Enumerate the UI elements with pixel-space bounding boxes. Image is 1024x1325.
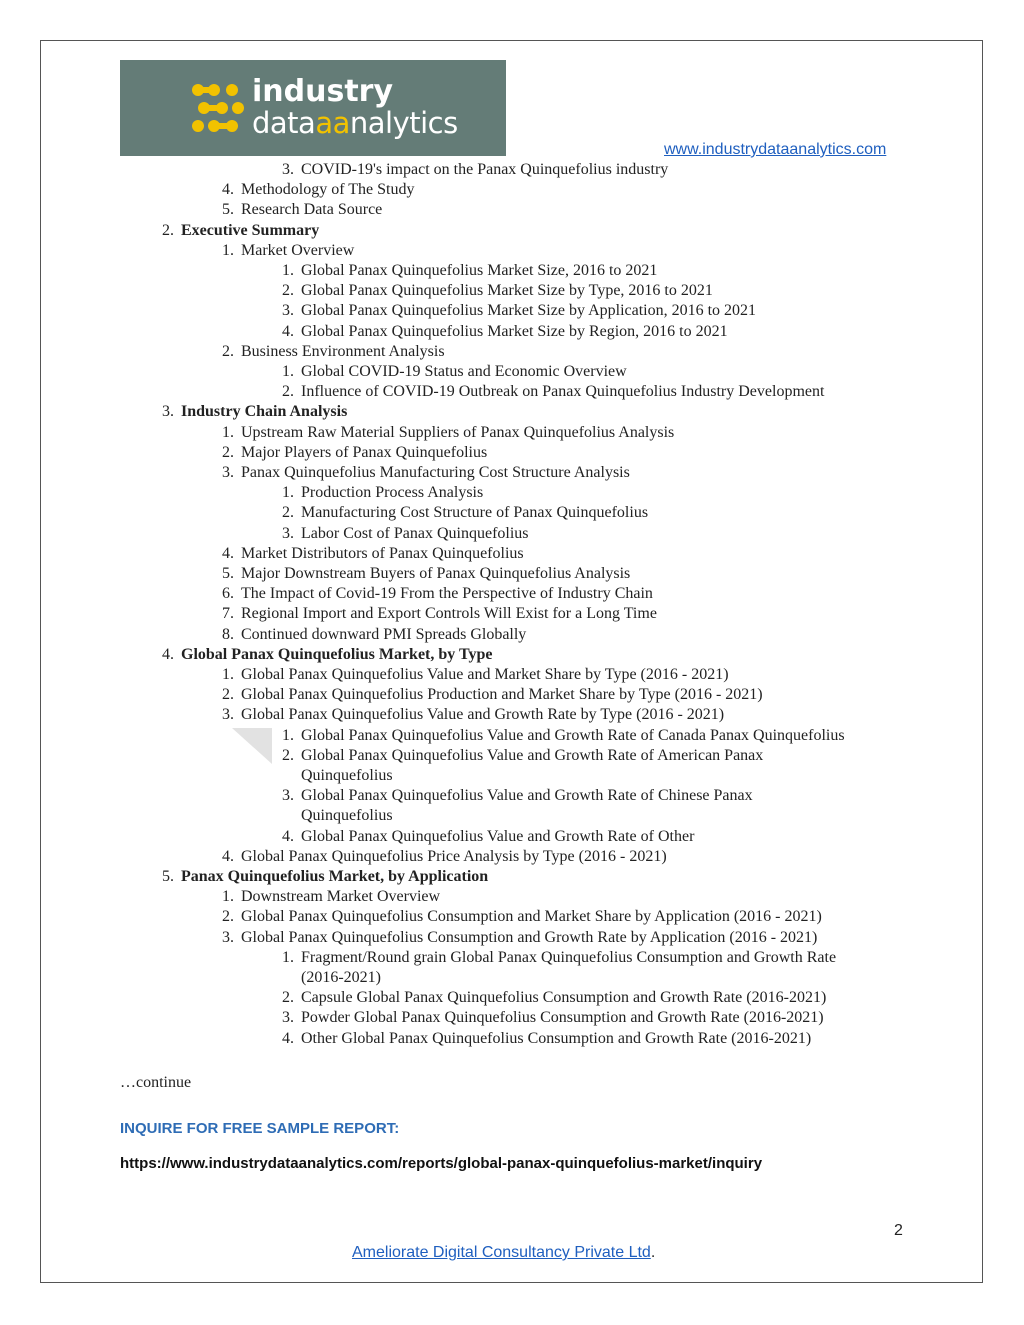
footer-company-link[interactable]: Ameliorate Digital Consultancy Private Ltd <box>352 1244 651 1261</box>
toc-item-number: 2. <box>222 443 234 461</box>
toc-item <box>282 161 669 181</box>
toc-item-number: 1. <box>222 241 234 259</box>
footer <box>352 1244 655 1262</box>
toc-item <box>222 241 355 262</box>
toc-item <box>162 403 348 423</box>
toc-item-text: Capsule Global Panax Quinquefolius Consumption and Growth Rate (2016-2021) <box>301 989 827 1007</box>
toc-item-number: 3. <box>222 464 234 481</box>
toc-item-text: Industry Chain Analysis <box>181 403 348 421</box>
toc-item-number: 1. <box>222 666 234 683</box>
toc-item-text: Global COVID-19 Status and Economic Overview <box>301 363 627 380</box>
toc-item <box>222 201 383 221</box>
toc-item-text: Global Panax Quinquefolius Production and Market Share by Type (2016 - 2021) <box>241 686 763 704</box>
toc-item-text: Global Panax Quinquefolius Consumption and Growth Rate by Application (2016 - 2021) <box>241 928 818 946</box>
toc-item-text: Global Panax Quinquefolius Market, by Type <box>181 645 493 663</box>
toc-item <box>222 464 630 484</box>
toc-item-text: Global Panax Quinquefolius Value and Growth Rate of Chinese Panax <box>301 787 753 805</box>
logo-text-industry: industry <box>252 74 394 109</box>
toc-item-number: 2. <box>222 342 234 360</box>
toc-item-text: Global Panax Quinquefolius Market Size by Region, 2016 to 2021 <box>301 322 728 340</box>
toc-item <box>282 524 529 545</box>
toc-item-text: Quinquefolius <box>301 767 393 784</box>
toc-item <box>301 969 381 989</box>
toc-item-number: 4. <box>222 544 234 562</box>
toc-item <box>222 585 653 605</box>
toc-item-number: 2. <box>162 221 174 239</box>
toc-item-number: 5. <box>162 868 174 885</box>
toc-item <box>222 443 488 464</box>
toc-item-text: Global Panax Quinquefolius Consumption and Market Share by Application (2016 - 2021) <box>241 908 822 926</box>
toc-item <box>222 686 763 706</box>
toc-item-text: Other Global Panax Quinquefolius Consumption and Growth Rate (2016-2021) <box>301 1029 812 1047</box>
toc-item-text: Market Distributors of Panax Quinquefolius <box>241 544 524 562</box>
toc-item-text: Global Panax Quinquefolius Price Analysis by Type (2016 - 2021) <box>241 847 667 865</box>
toc-item-text: Market Overview <box>241 241 355 259</box>
toc-item <box>282 827 695 848</box>
toc-item <box>282 484 484 504</box>
toc-item <box>282 322 728 343</box>
continue-text: …continue <box>120 1074 192 1091</box>
toc-item-text: Regional Import and Export Controls Will Exist for a Long Time <box>241 605 657 623</box>
toc-item <box>162 221 320 242</box>
toc-item-text: Powder Global Panax Quinquefolius Consumption and Growth Rate (2016-2021) <box>301 1009 824 1027</box>
toc-item <box>222 565 631 585</box>
toc-item-number: 2. <box>222 686 234 704</box>
toc-item-number: 4. <box>282 322 294 340</box>
toc-item-text: Business Environment Analysis <box>241 342 445 360</box>
logo-dots-icon <box>190 82 246 134</box>
toc-item-number: 3. <box>162 403 174 421</box>
toc-item-text: Methodology of The Study <box>241 181 415 199</box>
toc-item-text: Panax Quinquefolius Manufacturing Cost Structure Analysis <box>241 464 630 481</box>
toc-item <box>222 706 725 726</box>
toc-item-text: (2016-2021) <box>301 969 381 986</box>
toc-item-number: 1. <box>222 888 234 906</box>
logo-text-dataanalytics: dataaanalytics <box>252 106 458 140</box>
toc-item-number: 5. <box>222 565 234 582</box>
toc-item-number: 3. <box>282 1009 294 1027</box>
toc-item <box>222 181 415 201</box>
toc-item-number: 3. <box>282 161 294 178</box>
toc-item-text: Upstream Raw Material Suppliers of Panax Quinquefolius Analysis <box>241 423 675 441</box>
toc-item-text: Global Panax Quinquefolius Market Size, 2016 to 2021 <box>301 262 658 279</box>
toc-item <box>282 363 627 383</box>
footer-period: . <box>650 1244 656 1261</box>
page-fold-shadow <box>232 728 272 764</box>
toc-item-text: COVID-19's impact on the Panax Quinquefolius industry <box>301 161 669 178</box>
toc-item <box>222 888 441 908</box>
toc-item <box>222 423 675 444</box>
toc-item <box>282 383 825 403</box>
toc-item-number: 1. <box>282 484 294 502</box>
toc-item <box>162 645 493 666</box>
toc-item-text: The Impact of Covid-19 From the Perspective of Industry Chain <box>241 585 653 603</box>
toc-item <box>162 868 489 888</box>
toc-item-number: 4. <box>222 847 234 865</box>
page-number: 2 <box>894 1222 903 1239</box>
toc-item-number: 1. <box>282 363 294 380</box>
toc-item-text: Global Panax Quinquefolius Value and Growth Rate of Canada Panax Quinquefolius <box>301 726 845 744</box>
toc-item-text: Major Players of Panax Quinquefolius <box>241 443 488 461</box>
toc-item-number: 2. <box>282 746 294 764</box>
toc-item-text: Research Data Source <box>241 201 383 219</box>
toc-item-text: Global Panax Quinquefolius Market Size by Type, 2016 to 2021 <box>301 282 713 300</box>
toc-item-number: 7. <box>222 605 234 623</box>
toc-item-text: Global Panax Quinquefolius Value and Market Share by Type (2016 - 2021) <box>241 666 729 683</box>
toc-item <box>301 807 393 827</box>
toc-item-text: Global Panax Quinquefolius Value and Growth Rate of American Panax <box>301 746 764 764</box>
toc-item-text: Executive Summary <box>181 221 320 239</box>
toc-item-text: Major Downstream Buyers of Panax Quinquefolius Analysis <box>241 565 631 582</box>
toc-item-text: Fragment/Round grain Global Panax Quinquefolius Consumption and Growth Rate <box>301 948 837 966</box>
toc-item-number: 2. <box>282 989 294 1007</box>
toc-item-text: Quinquefolius <box>301 807 393 825</box>
toc-item <box>282 262 658 282</box>
toc-item <box>282 504 649 524</box>
toc-item <box>282 787 753 807</box>
toc-item-text: Global Panax Quinquefolius Value and Growth Rate of Other <box>301 827 695 845</box>
toc-item-text: Continued downward PMI Spreads Globally <box>241 625 527 643</box>
toc-item <box>282 746 764 767</box>
toc-item <box>282 282 713 302</box>
toc-item-number: 3. <box>282 524 294 542</box>
toc-item-text: Manufacturing Cost Structure of Panax Quinquefolius <box>301 504 649 522</box>
inquire-heading: INQUIRE FOR FREE SAMPLE REPORT: <box>120 1120 400 1137</box>
toc-item-number: 2. <box>282 383 294 401</box>
toc-item-text: Labor Cost of Panax Quinquefolius <box>301 524 529 542</box>
toc-item-text: Global Panax Quinquefolius Market Size by Application, 2016 to 2021 <box>301 302 757 320</box>
toc-item-number: 3. <box>282 787 294 805</box>
toc-item-text: Downstream Market Overview <box>241 888 441 906</box>
toc-item <box>222 605 657 625</box>
toc-item-number: 1. <box>282 726 294 744</box>
toc-item-number: 2. <box>282 504 294 522</box>
toc-item-text: Influence of COVID-19 Outbreak on Panax Quinquefolius Industry Development <box>301 383 825 401</box>
toc-item-number: 1. <box>282 262 294 279</box>
toc-item-number: 1. <box>222 423 234 441</box>
toc-item-number: 4. <box>222 181 234 199</box>
website-link[interactable]: www.industrydataanalytics.com <box>664 141 887 158</box>
toc-item-number: 2. <box>222 908 234 926</box>
toc-item <box>222 342 445 363</box>
toc-item <box>301 767 393 787</box>
toc-item-number: 1. <box>282 948 294 966</box>
toc-item <box>222 928 818 949</box>
toc-item-number: 4. <box>282 827 294 845</box>
toc-item <box>222 625 527 646</box>
toc-item <box>222 666 729 686</box>
toc-item <box>222 908 822 928</box>
toc-item-text: Production Process Analysis <box>301 484 484 502</box>
toc-item-number: 3. <box>222 928 234 946</box>
toc-item-number: 8. <box>222 625 234 643</box>
inquiry-link[interactable]: https://www.industrydataanalytics.com/reports/global-panax-quinquefolius-market/inquiry <box>120 1155 763 1172</box>
toc-item-number: 4. <box>162 645 174 663</box>
toc-item-text: Global Panax Quinquefolius Value and Growth Rate by Type (2016 - 2021) <box>241 706 725 724</box>
toc-item <box>282 948 837 969</box>
toc-item-number: 3. <box>282 302 294 320</box>
toc-item-number: 4. <box>282 1029 294 1047</box>
toc-item-number: 3. <box>222 706 234 724</box>
toc-item-number: 6. <box>222 585 234 603</box>
toc-item <box>222 544 524 565</box>
toc-item <box>282 1029 812 1050</box>
toc-item-text: Panax Quinquefolius Market, by Application <box>181 868 489 885</box>
toc-item <box>282 1009 824 1029</box>
toc-item <box>222 847 667 868</box>
company-logo <box>120 60 506 156</box>
toc-item-number: 2. <box>282 282 294 300</box>
toc-item-number: 5. <box>222 201 234 219</box>
toc-item <box>282 989 827 1009</box>
toc-item <box>282 302 757 322</box>
toc-item <box>282 726 845 747</box>
